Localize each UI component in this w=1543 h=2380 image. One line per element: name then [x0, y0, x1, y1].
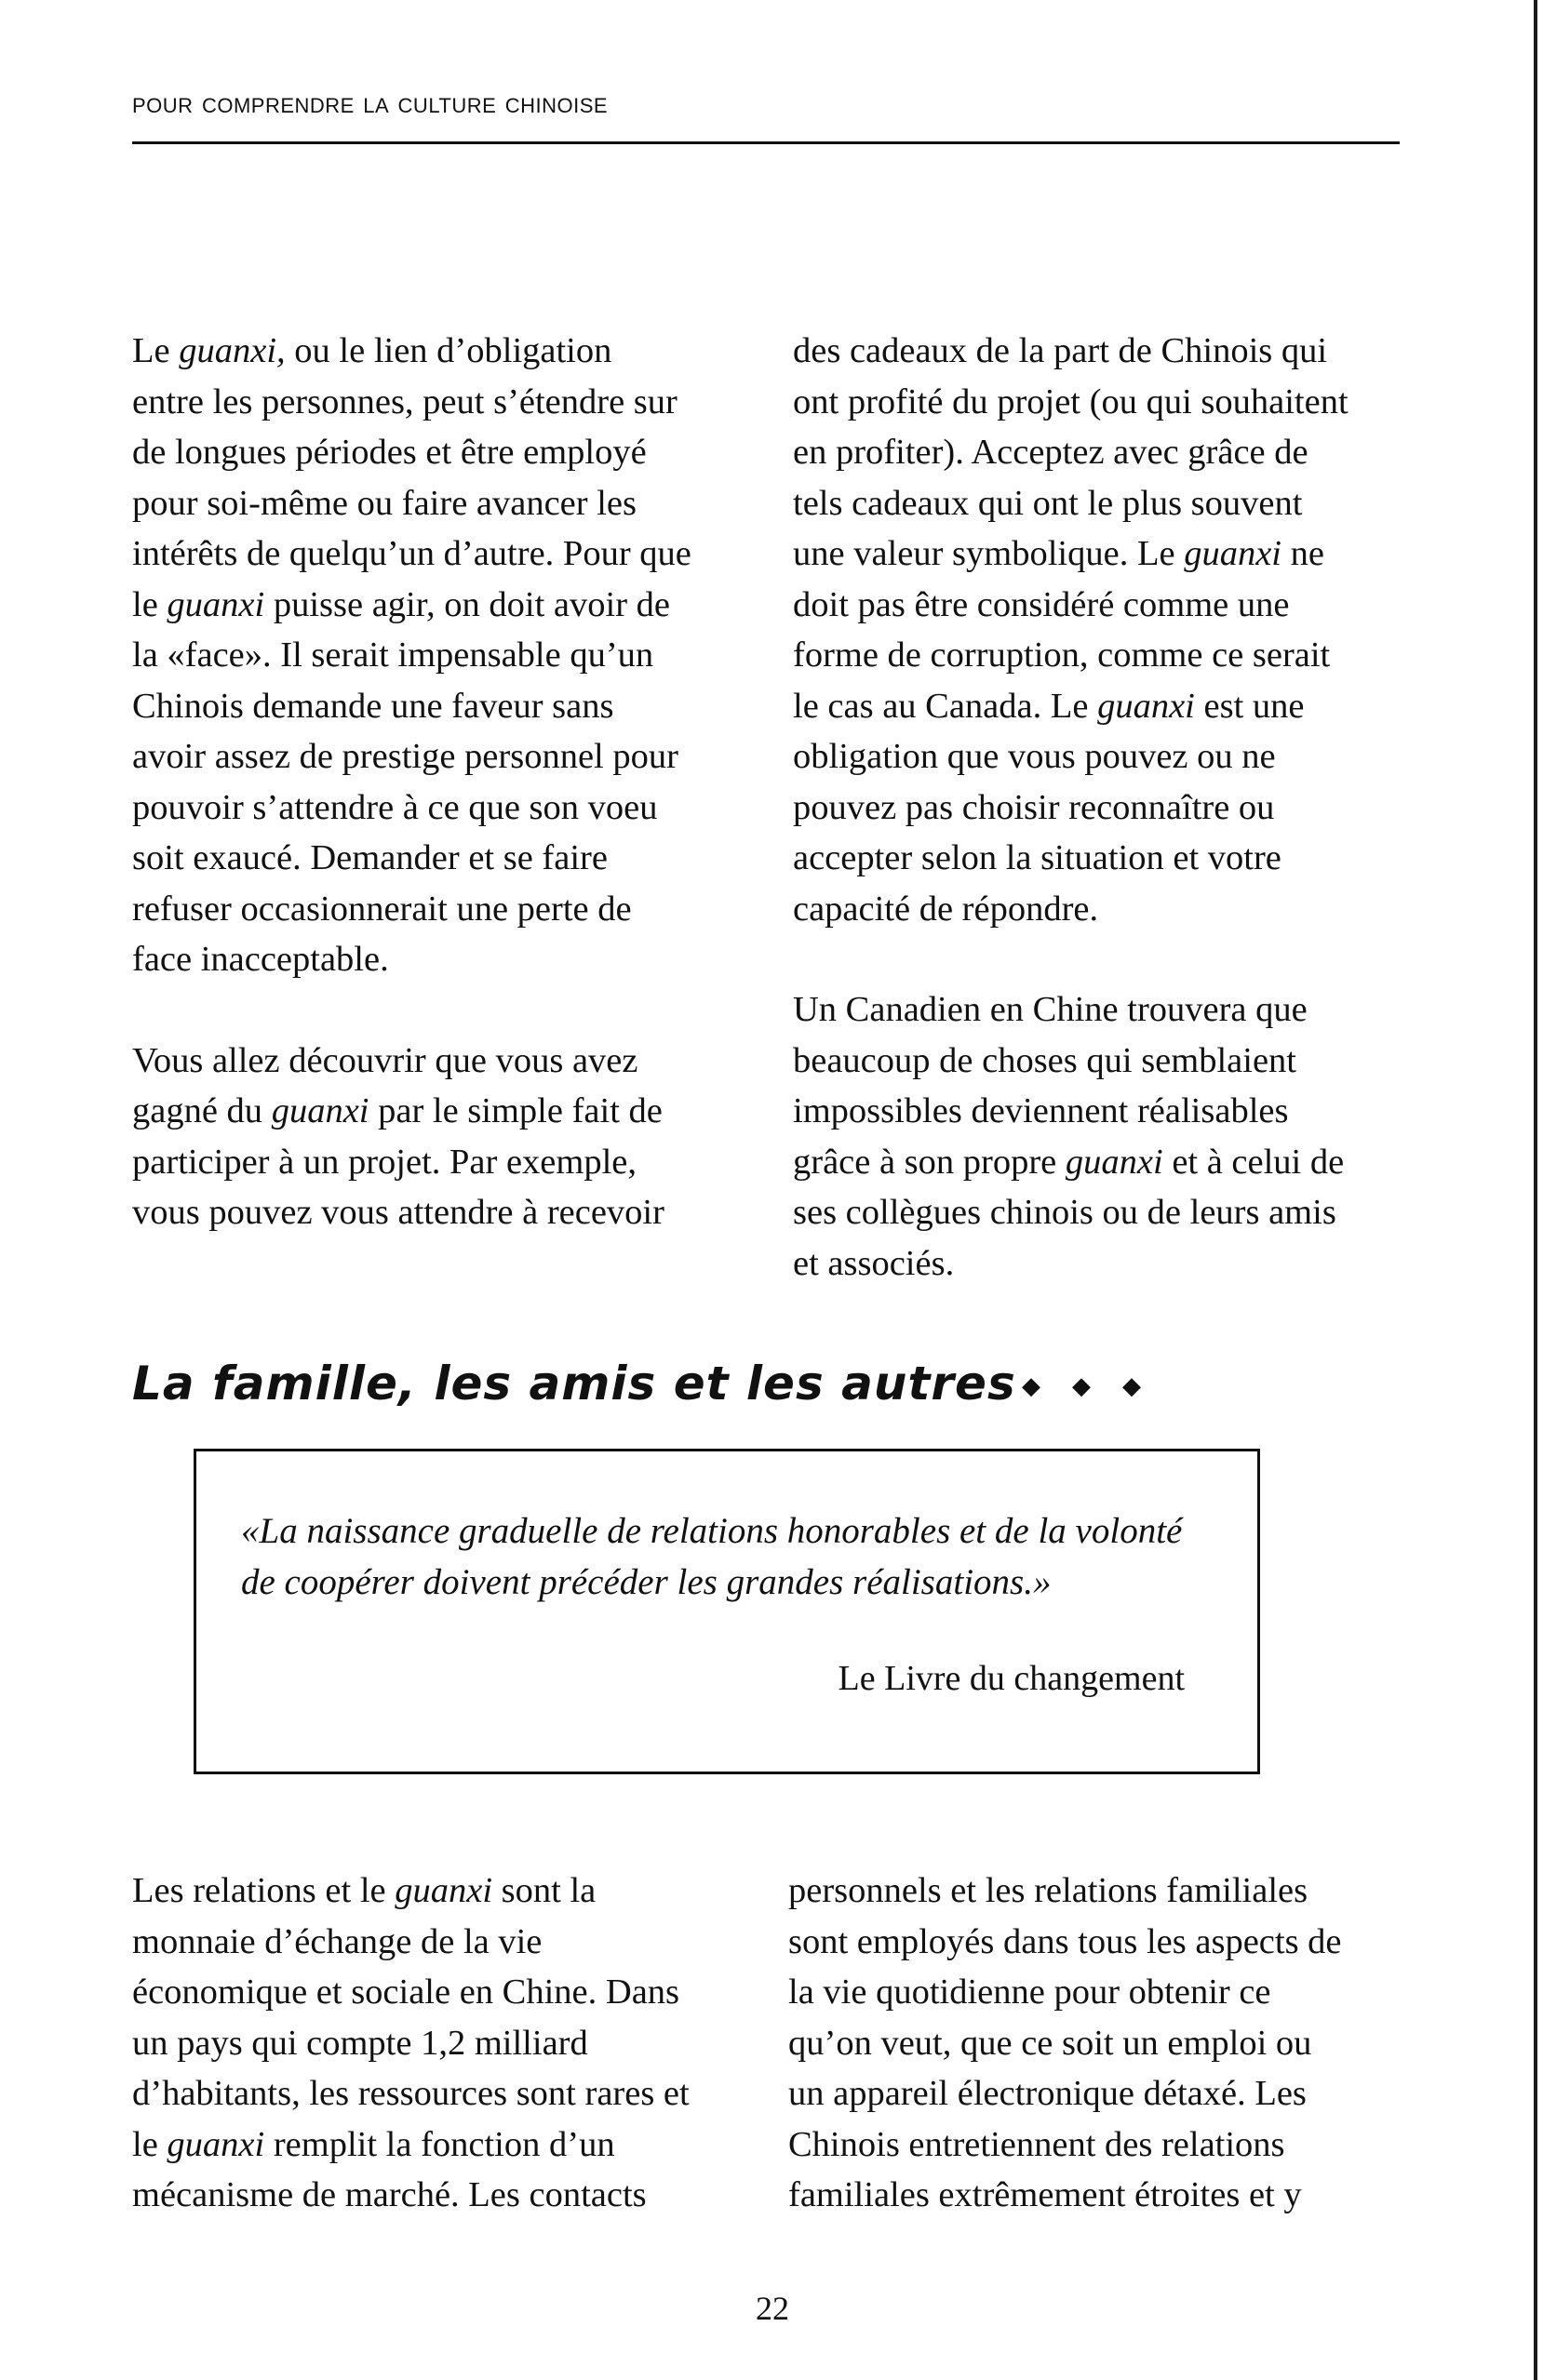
column-bottom-left	[132, 1865, 784, 2221]
diamond-icon: ◆	[1022, 1372, 1040, 1400]
column-bottom-right	[788, 1865, 1440, 2221]
heading-ornament	[1022, 1372, 1141, 1400]
paragraph: des cadeaux de la part de Chinois qui ont profité du projet (ou qui souhaitent en profiter). Acceptez avec grâce de tels cadeaux qui ont le plus souvent une valeur symbolique. Le guanxi ne doit pas être considéré comme une forme de corruption, comme ce serait le cas au Canada. Le guanxi est une obligation que vous pouvez ou ne pouvez pas choisir reconnaître ou accepter selon la situation et votre capacité de répondre.	[793, 331, 1348, 929]
diamond-icon: ◆	[1122, 1372, 1141, 1400]
column-top-left	[132, 326, 784, 1238]
section-heading: La famille, les amis et les autres	[132, 1357, 1016, 1411]
quote-text: «La naissance graduelle de relations honorables et de la volonté de coopérer doivent précéder les grandes réalisations.»	[241, 1511, 1183, 1602]
running-header: pour comprendre la culture chinoise	[132, 86, 609, 119]
page-number: 22	[756, 2290, 789, 2327]
paragraph: Vous allez découvrir que vous avez gagné du guanxi par le simple fait de participer à un projet. Par exemple, vous pouvez vous attendre à recevoir	[132, 1040, 664, 1232]
header-rule	[132, 141, 1400, 144]
page-edge-line	[1534, 0, 1537, 2380]
paragraph: personnels et les relations familiales sont employés dans tous les aspects de la vie quotidienne pour obtenir ce qu’on veut, que ce soit un emploi ou un appareil électronique détaxé. Les Chinois entretiennent des relations familiales extrêmement étroites et y	[788, 1871, 1342, 2214]
diamond-icon: ◆	[1072, 1372, 1091, 1400]
quote-box	[194, 1449, 1260, 1774]
paragraph: Le guanxi, ou le lien d’obligation entre les personnes, peut s’étendre sur de longues périodes et être employé pour soi-même ou faire avancer les intérêts de quelqu’un d’autre. Pour que le guanxi puisse agir, on doit avoir de la «face». Il serait impensable qu’un Chinois demande une faveur sans avoir assez de prestige personnel pour pouvoir s’attendre à ce que son voeu soit exaucé. Demander et se faire refuser occasionnerait une perte de face inacceptable.	[132, 331, 691, 979]
column-top-right	[793, 326, 1444, 1289]
paragraph: Les relations et le guanxi sont la monnaie d’échange de la vie économique et sociale en Chine. Dans un pays qui compte 1,2 milliard d’habitants, les ressources sont rares et le guanxi remplit la fonction d’un mécanisme de marché. Les contacts	[132, 1871, 690, 2214]
paragraph: Un Canadien en Chine trouvera que beaucoup de choses qui semblaient impossibles deviennent réalisables grâce à son propre guanxi et à celui de ses collègues chinois ou de leurs amis et associés.	[793, 990, 1345, 1283]
quote-source: Le Livre du changement	[838, 1659, 1185, 1698]
